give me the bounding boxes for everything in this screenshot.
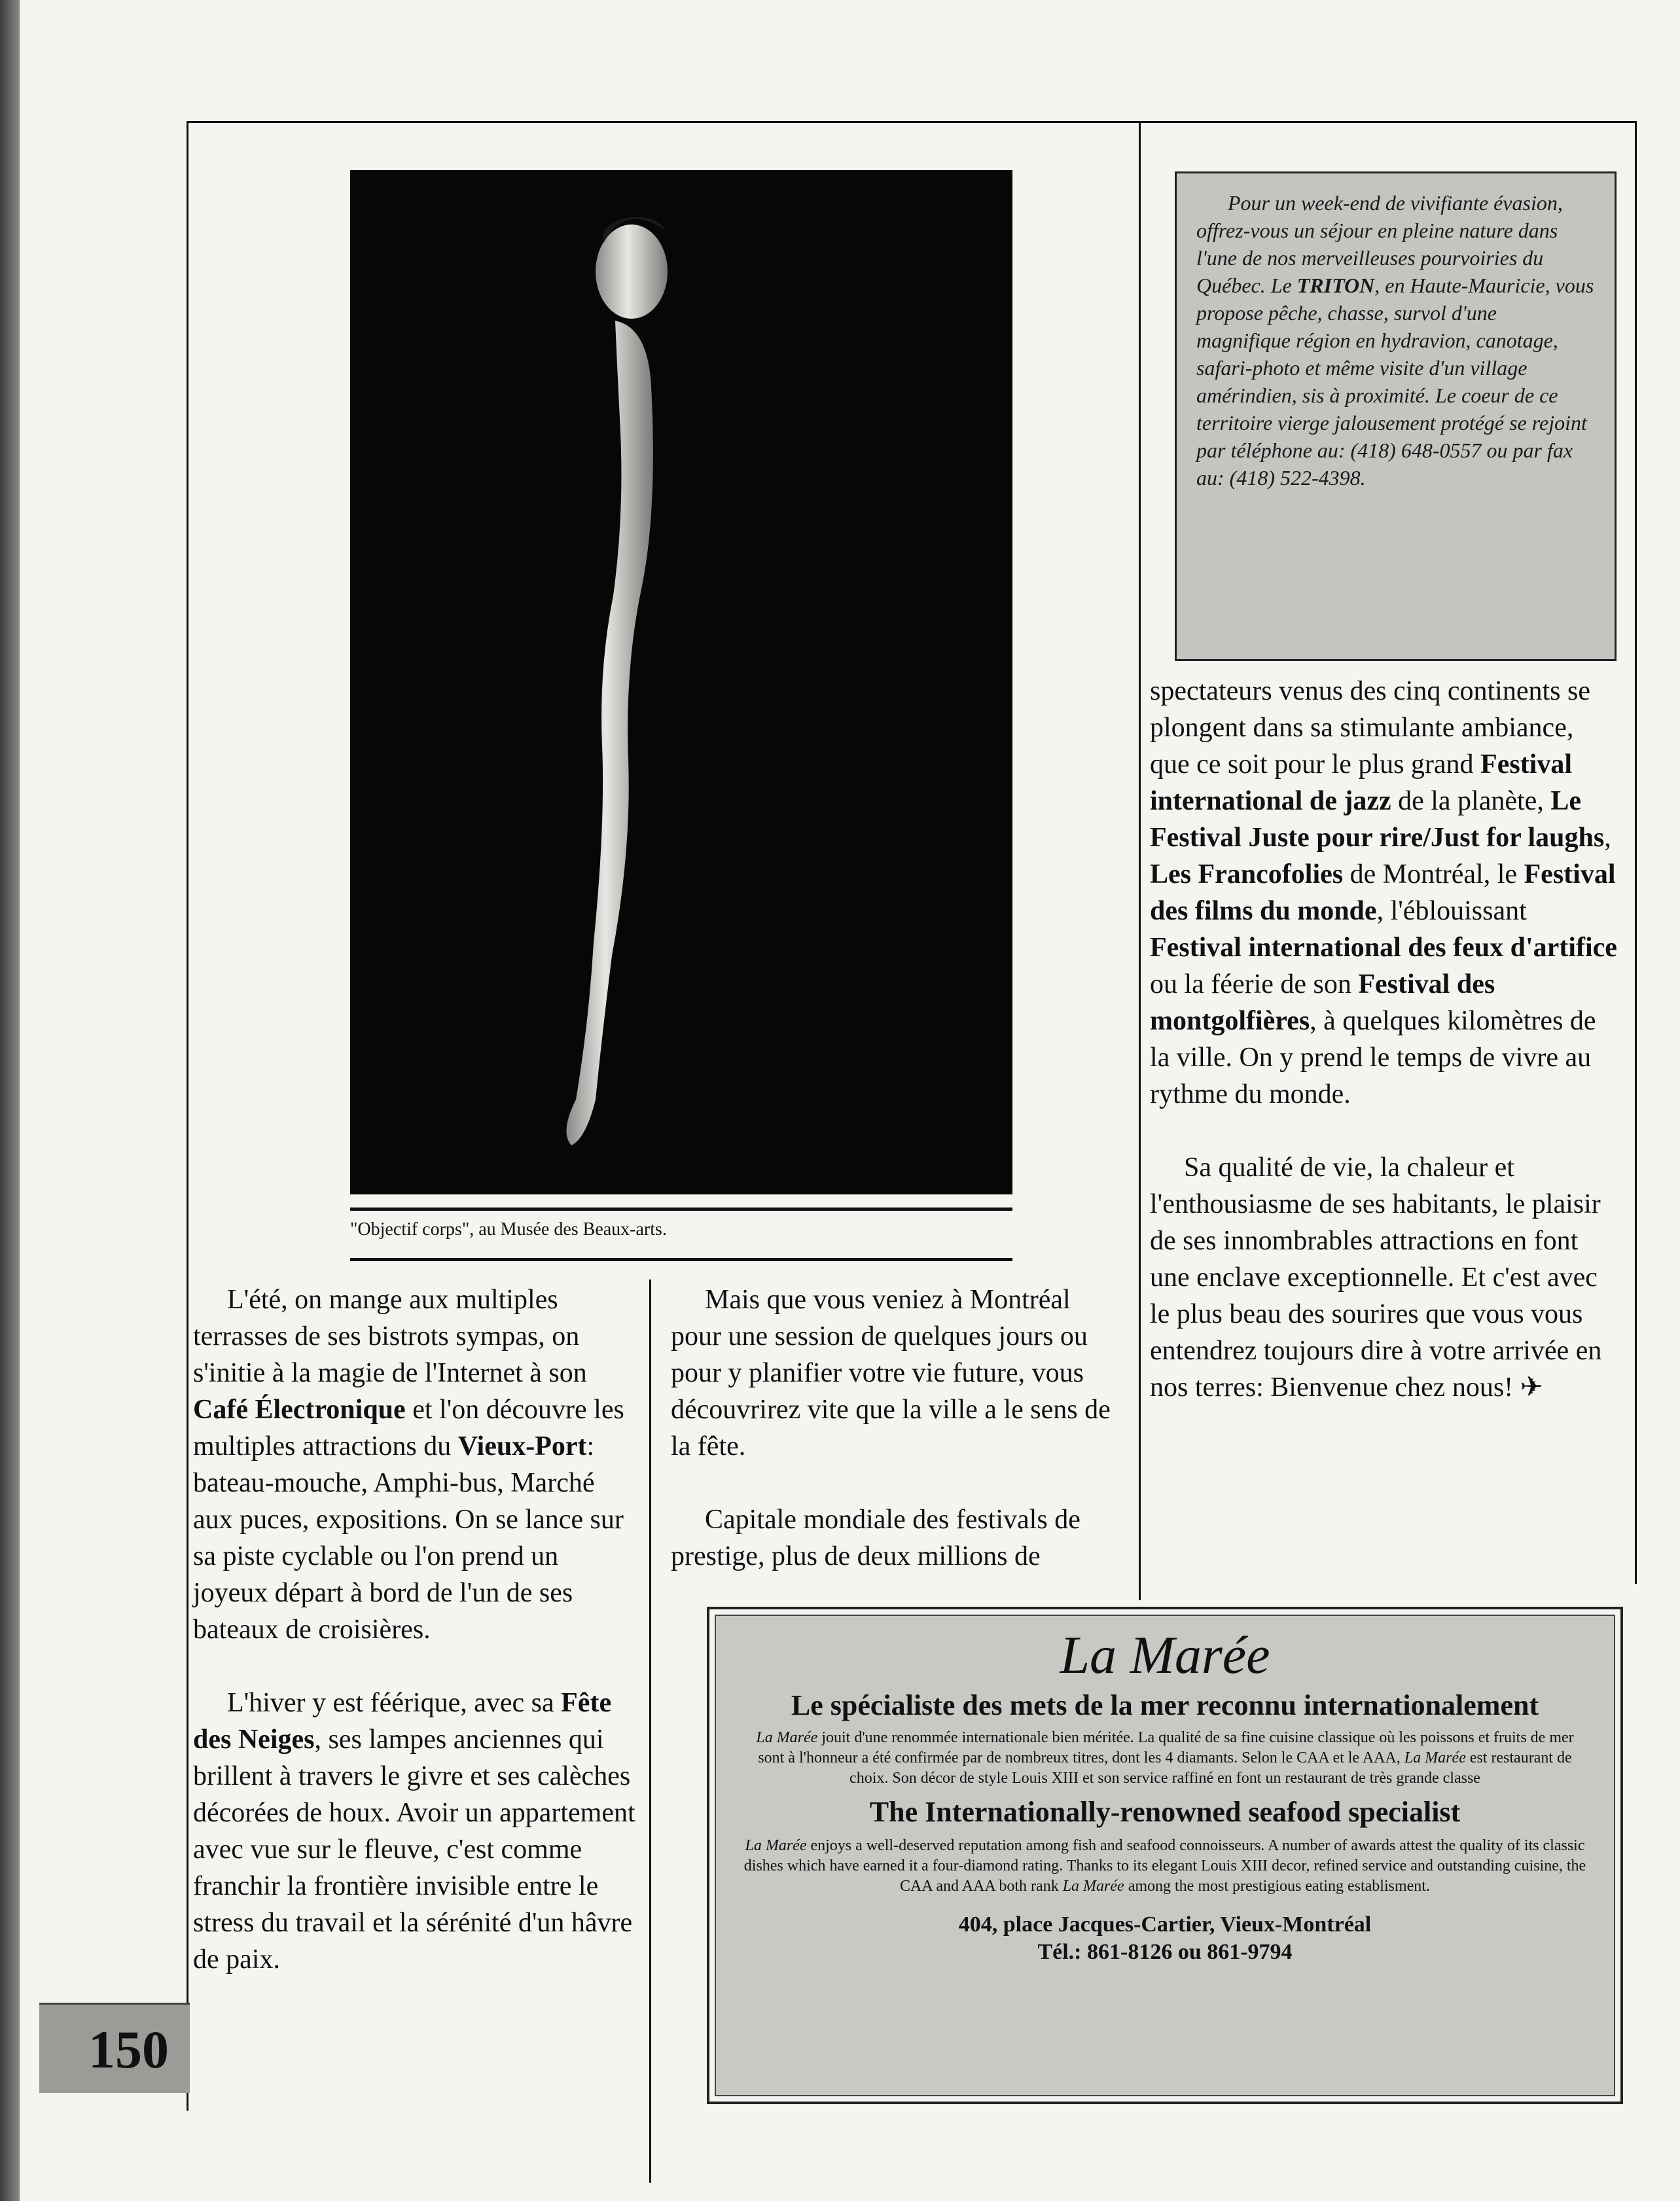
ad-phone: Tél.: 861-8126 ou 861-9794 xyxy=(1037,1940,1293,1964)
middle-column xyxy=(671,1281,1122,1575)
triton-name: TRITON xyxy=(1296,274,1375,297)
caption-rule-bottom xyxy=(350,1258,1012,1261)
airplane-icon: ✈ xyxy=(1520,1372,1543,1403)
middle-paragraph-2: Capitale mondiale des festivals de prestige, plus de deux millions de xyxy=(671,1505,1081,1571)
ad-address-block xyxy=(742,1911,1588,1966)
pourvoirie-triton-box xyxy=(1175,171,1617,661)
right-paragraph-welcome: Sa qualité de vie, la chaleur et l'enthousiasme de ses habitants, le plaisir de ses innombrables attractions en font une enclave exceptionnelle. Et c'est avec le plus beau des sourires que vous vous entendrez toujours dire à votre arrivée en nos terres: Bienvenue chez nous! ✈ xyxy=(1150,1153,1602,1403)
right-paragraph-festivals: spectateurs venus des cinq continents se plongent dans sa stimulante ambiance, que ce soit pour le plus grand Festival international de jazz de la planète, Le Festival Juste pour rire/Just for laughs, Les Francofolies de Montréal, le Festival des films du monde, l'éblouissant Festival international des feux d'artifice ou la féerie de son Festival des montgolfières, à quelques kilomètres de la ville. On y prend le temps de vivre au rythme du monde. xyxy=(1150,676,1617,1109)
ad-subtitle-en: The Internationally-renowned seafood specialist xyxy=(869,1796,1461,1828)
left-column xyxy=(193,1281,638,1978)
column-divider-middle xyxy=(649,1279,651,2183)
frame-left-rule xyxy=(187,121,188,2111)
ad-address: 404, place Jacques-Cartier, Vieux-Montréal xyxy=(958,1912,1372,1937)
ad-panel xyxy=(715,1615,1615,2096)
ad-body-en: La Marée enjoys a well-deserved reputation among fish and seafood connoisseurs. A number of awards attest the quality of its classic dishes which have earned it a four-diamond rating. Thanks to its elegant Louis XIII decor, refined service and outstanding cuisine, the CAA and AAA both rank La Marée among the most prestigious eating establisment. xyxy=(743,1837,1586,1895)
caption-rule-top xyxy=(350,1208,1012,1211)
photo-figure xyxy=(350,170,1012,1194)
ad-title: La Marée xyxy=(1060,1625,1270,1685)
page-number-tab xyxy=(39,2003,190,2093)
triton-text-a: Pour un week-end de vivifiante évasion, offrez-vous un séjour en pleine nature dans l'une de nos merveilleuses pourvoiries du Québec. Le xyxy=(1196,191,1563,297)
left-paragraph-summer: L'été, on mange aux multiples terrasses de ses bistrots sympas, on s'initie à la magie de l'Internet à son Café Électronique et l'on découvre les multiples attractions du Vieux-Port: bateau-mouche, Amphi-bus, Marché aux puces, expositions. On se lance sur sa piste cyclable ou l'on prend un joyeux départ à bord de l'un de ses bateaux de croisières. xyxy=(193,1285,624,1645)
frame-right-rule xyxy=(1635,121,1637,1584)
left-paragraph-winter: L'hiver y est féérique, avec sa Fête des Neiges, ses lampes anciennes qui brillent à travers le givre et ses calèches décorées de houx. Avoir un appartement avec vue sur le fleuve, c'est comme franchir la frontière invisible entre le stress du travail et la sérénité d'un hâvre de paix. xyxy=(193,1688,635,1975)
right-column xyxy=(1150,673,1618,1406)
column-divider-right xyxy=(1139,121,1141,1600)
ad-subtitle-fr: Le spécialiste des mets de la mer reconnu internationalement xyxy=(791,1689,1539,1721)
ad-body-fr: La Marée jouit d'une renommée internationale bien méritée. La qualité de sa fine cuisine classique où les poissons et fruits de mer sont à l'honneur a été confirmée par de nombreux titres, dont les 4 diamants. Selon le CAA et le AAA, La Marée est restaurant de choix. Son décor de style Louis XIII et son service raffiné en font un restaurant de très grande classe xyxy=(756,1729,1574,1787)
magazine-page xyxy=(20,0,1680,2201)
photo-caption: "Objectif corps", au Musée des Beaux-arts. xyxy=(350,1219,667,1240)
triton-box-text xyxy=(1196,189,1595,492)
middle-paragraph-1: Mais que vous veniez à Montréal pour une session de quelques jours ou pour y planifier votre vie future, vous découvrirez vite que la ville a le sens de la fête. xyxy=(671,1285,1111,1461)
triton-text-b: , en Haute-Mauricie, vous propose pêche, chasse, survol d'une magnifique région en hydravion, canotage, safari-photo et même visite d'un village amérindien, sis à proximité. Le coeur de ce territoire vierge jalousement protégé se rejoint par téléphone au: (418) 648-0557 ou par fax au: (418) 522-4398. xyxy=(1196,274,1594,490)
la-maree-advertisement xyxy=(707,1607,1623,2104)
frame-top-rule xyxy=(187,121,1636,123)
photo-objectif-corps xyxy=(350,170,1012,1194)
page-number: 150 xyxy=(88,2020,169,2079)
